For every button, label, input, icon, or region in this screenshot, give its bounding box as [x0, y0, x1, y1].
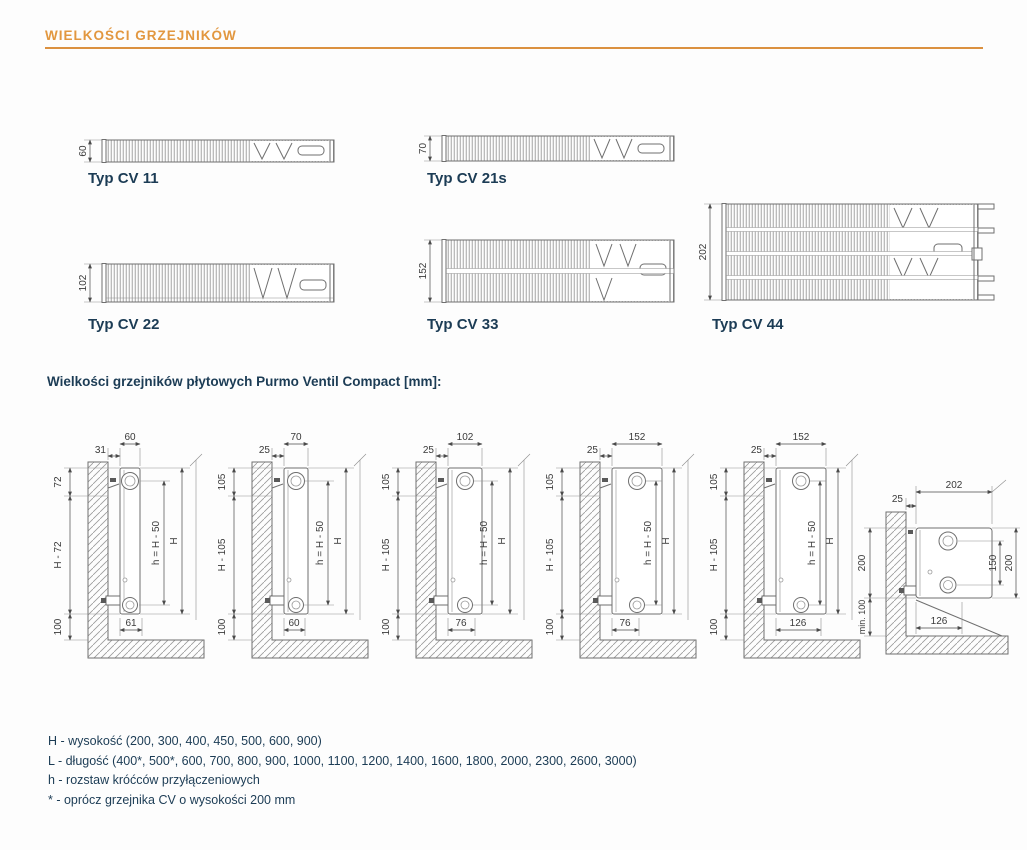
dim-depth: 60	[78, 145, 89, 157]
dim-pipe-spacing: h = H - 50	[151, 520, 162, 566]
side-view-cv33	[536, 428, 702, 668]
dim-depth: 152	[792, 432, 810, 443]
dim-middle: H - 105	[545, 538, 556, 572]
radiator-body	[102, 264, 334, 303]
dim-middle: H - 72	[53, 541, 64, 569]
depth-dimension	[418, 240, 444, 302]
dim-wall-offset: 31	[94, 445, 106, 456]
dim-top: 105	[381, 473, 392, 491]
dim-connection: 126	[789, 618, 807, 629]
dim-connection: 76	[455, 618, 467, 629]
dim-wall-offset: 25	[258, 445, 270, 456]
dim-depth: 152	[418, 262, 429, 280]
dim-depth: 202	[698, 243, 709, 261]
top-view-cv33	[420, 232, 690, 308]
radiator-body	[442, 136, 674, 162]
side-view-cv44	[700, 428, 866, 668]
legend-line-length: L - długość (400*, 500*, 600, 700, 800, 900, 1000, 1100, 1200, 1400, 1600, 1800, 2000, 2300, 2600, 3000)	[48, 753, 637, 768]
dim-middle: H - 105	[217, 538, 228, 572]
dim-wall-offset: 25	[422, 445, 434, 456]
dim-height: H	[169, 537, 180, 545]
depth-dimension	[418, 136, 444, 161]
dim-pipe-spacing: h = H - 50	[807, 520, 818, 566]
dim-connection: 60	[288, 618, 300, 629]
type-label-cv44: Typ CV 44	[712, 316, 784, 333]
wall-and-floor	[252, 462, 368, 658]
dim-connection: 61	[125, 618, 137, 629]
dim-pipe-spacing: h = H - 50	[643, 520, 654, 566]
detail-view-low-radiator	[852, 440, 1024, 668]
type-label-cv22: Typ CV 22	[88, 316, 160, 333]
dim-floor-clearance: 100	[381, 618, 392, 636]
dim-pipe-spacing: h = H - 50	[315, 520, 326, 566]
section-subtitle: Wielkości grzejników płytowych Purmo Ventil Compact [mm]:	[47, 374, 442, 389]
radiator-body	[429, 468, 482, 614]
side-view-cv11	[44, 428, 210, 668]
radiator-body	[899, 528, 1002, 636]
dim-pipe-spacing: h = H - 50	[479, 520, 490, 566]
side-view-cv21s	[208, 428, 374, 668]
dim-wall-offset: 25	[891, 494, 903, 505]
page-title: WIELKOŚCI GRZEJNIKÓW	[45, 28, 237, 43]
dim-height-right: 200	[1004, 554, 1015, 572]
dim-pipe-spacing: 150	[988, 554, 999, 572]
legend	[48, 732, 637, 810]
dim-floor-clearance: 100	[217, 618, 228, 636]
dim-min-clearance: min. 100	[857, 599, 867, 635]
legend-line-height: H - wysokość (200, 300, 400, 450, 500, 600, 900)	[48, 734, 322, 748]
dim-depth: 102	[78, 274, 89, 292]
type-label-cv21s: Typ CV 21s	[427, 170, 507, 187]
radiator-body	[722, 204, 994, 301]
dim-depth: 70	[290, 432, 302, 443]
dim-floor-clearance: 100	[53, 618, 64, 636]
type-label-cv11: Typ CV 11	[88, 170, 159, 187]
dim-depth: 70	[418, 142, 429, 155]
dim-top: 105	[545, 473, 556, 491]
radiator-body	[102, 140, 334, 163]
depth-dimension	[698, 204, 724, 300]
depth-dimension	[78, 140, 104, 162]
dim-floor-clearance: 100	[709, 618, 720, 636]
dim-floor-clearance: 100	[545, 618, 556, 636]
dim-height-left: 200	[857, 554, 868, 572]
dim-height: H	[333, 537, 344, 545]
dim-depth: 60	[124, 432, 136, 443]
dim-connection: 126	[930, 616, 948, 627]
top-view-cv44	[700, 196, 1000, 306]
wall-and-floor	[88, 462, 204, 658]
type-label-cv33: Typ CV 33	[427, 316, 499, 333]
dim-top: 105	[709, 473, 720, 491]
top-view-cv11	[80, 132, 350, 168]
radiator-body	[442, 240, 674, 303]
dim-height: H	[661, 537, 672, 545]
depth-dimension	[78, 264, 104, 302]
header-rule	[45, 47, 983, 49]
top-view-cv22	[80, 256, 350, 308]
side-view-cv22	[372, 428, 538, 668]
dim-wall-offset: 25	[586, 445, 598, 456]
legend-line-pipe-spacing: h - rozstaw króćców przyłączeniowych	[48, 773, 260, 787]
dim-top: 105	[217, 473, 228, 491]
dim-height: H	[497, 537, 508, 545]
dim-depth: 202	[945, 480, 963, 491]
top-view-cv21s	[420, 128, 690, 168]
dim-wall-offset: 25	[750, 445, 762, 456]
dim-depth: 152	[628, 432, 646, 443]
dim-height: H	[825, 537, 836, 545]
dim-middle: H - 105	[381, 538, 392, 572]
dim-depth: 102	[456, 432, 474, 443]
dim-middle: H - 105	[709, 538, 720, 572]
legend-line-footnote: * - oprócz grzejnika CV o wysokości 200 mm	[48, 792, 296, 807]
dim-top: 72	[53, 476, 64, 488]
dim-connection: 76	[619, 618, 631, 629]
